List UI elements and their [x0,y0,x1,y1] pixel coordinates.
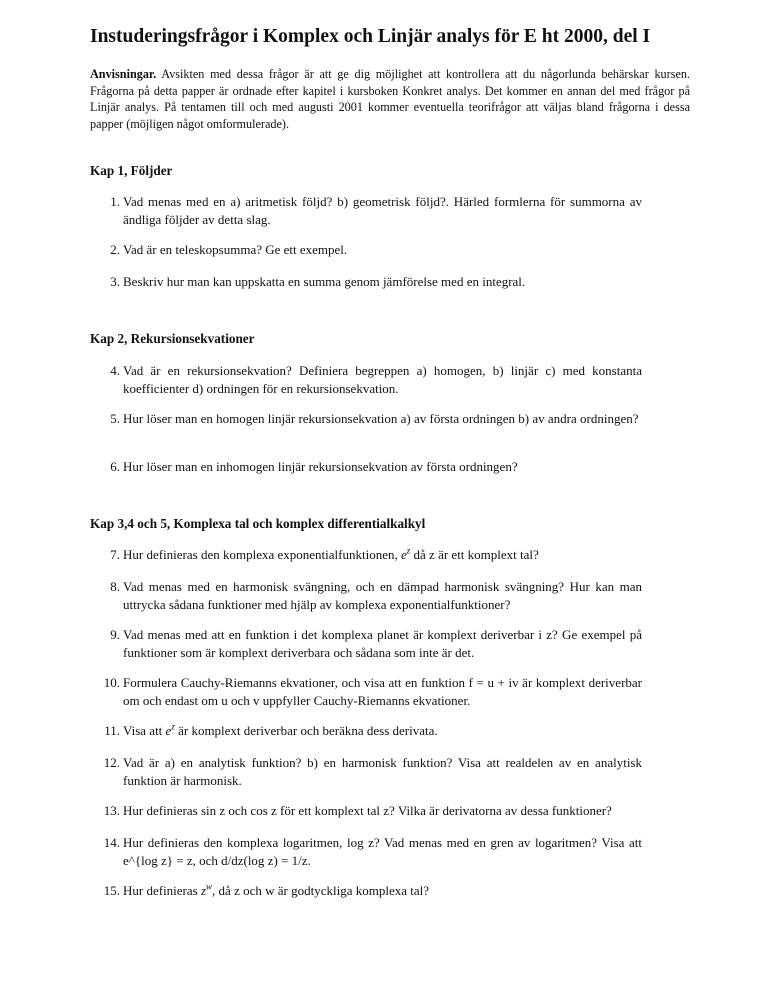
question-3 [90,273,642,291]
question-text: Vad menas med en harmonisk svängning, och en dämpad harmonisk svängning? Hur kan man uttrycka sådana funktioner med hjälp av komplexa exponentialfunktioner? [123,579,642,612]
question-number: 13. [103,803,120,818]
question-text: Vad menas med att en funktion i det komplexa planet är komplext deriverbar i z? Ge exempel på funktioner som är komplext deriverbara och sådana som inte är det. [123,627,642,660]
question-text: Vad är en teleskopsumma? Ge ett exempel. [123,242,348,257]
question-number: 8. [110,579,120,594]
question-text: Hur löser man en inhomogen linjär rekursionsekvation av första ordningen? [123,459,518,474]
document-title: Instuderingsfrågor i Komplex och Linjär analys för E ht 2000, del I [90,26,651,47]
question-text: Visa att $e^z$ är komplext deriverbar och beräkna dess derivata. [123,721,438,738]
question-number: 1. [110,194,120,209]
question-8 [90,578,642,613]
question-number: 7. [110,547,120,562]
question-number: 15. [103,883,120,898]
instructions-label: Anvisningar. [90,67,157,81]
question-number: 4. [110,363,120,378]
question-text: Hur definieras $z^w$, då z och w är godtyckliga komplexa tal? [123,881,429,898]
question-number: 5. [110,411,120,426]
question-text: Formulera Cauchy-Riemanns ekvationer, och visa att en funktion f = u + iv är komplext deriverbar om och endast om u och v uppfyller Cauchy-Riemanns ekvationer. [123,675,642,708]
question-text: Hur löser man en homogen linjär rekursionsekvation a) av första ordningen b) av andra ordningen? [123,411,639,426]
question-number: 12. [103,755,120,770]
question-text: Vad är a) en analytisk funktion? b) en harmonisk funktion? Visa att realdelen av en analytisk funktion är harmonisk. [123,755,642,788]
question-6 [90,458,642,476]
question-number: 10. [103,675,120,690]
section-title-kap-2: Kap 2, Rekursionsekvationer [90,331,255,346]
question-text: Hur definieras den komplexa logaritmen, log z? Vad menas med en gren av logaritmen? Visa att e^{log z} = z, och d/dz(log z) = 1/z. [123,835,642,868]
question-15 [90,882,642,900]
math-expression: $z^w$ [200,881,213,898]
question-text: Hur definieras sin z och cos z för ett komplext tal z? Vilka är derivatorna av dessa funktioner? [123,803,612,818]
instructions-text: Avsikten med dessa frågor är att ge dig möjlighet att kontrollera att du någorlunda behärskar kursen. Frågorna på detta papper är ordnade efter kapitel i kursboken Konkret analys. Det kommer en annan del med frågor på Linjär analys. På tentamen till och med augusti 2001 kommer eventuella teorifrågor att väljas bland frågorna i dessa papper (möjligen något omformulerade). [90,67,691,131]
question-text: Beskriv hur man kan uppskatta en summa genom jämförelse med en integral. [123,274,526,289]
question-number: 3. [110,274,120,289]
question-9 [90,626,642,661]
question-1 [90,193,642,228]
question-11 [90,722,642,740]
section-title-kap-1: Kap 1, Följder [90,163,173,178]
question-number: 11. [104,723,120,738]
question-13 [90,802,642,820]
question-number: 14. [103,835,120,850]
question-14 [90,834,642,869]
math-expression: $e^z$ [165,721,175,738]
question-7 [90,546,642,564]
question-4 [90,362,642,397]
question-text: Vad är en rekursionsekvation? Definiera begreppen a) homogen, b) linjär c) med konstanta koefficienter d) ordningen för en rekursionsekvation. [123,363,642,396]
question-10 [90,674,642,709]
instructions-paragraph [90,66,690,132]
question-text: Vad menas med en a) aritmetisk följd? b) geometrisk följd?. Härled formlerna för summorna av ändliga följder av detta slag. [123,194,642,227]
question-text: Hur definieras den komplexa exponentialfunktionen, $e^z$ då z är ett komplext tal? [123,545,539,562]
question-5 [90,410,642,428]
question-number: 9. [110,627,120,642]
question-2 [90,241,642,259]
question-number: 6. [110,459,120,474]
section-title-kap-3-4-5: Kap 3,4 och 5, Komplexa tal och komplex differentialkalkyl [90,516,426,531]
math-expression: $e^z$ [400,545,411,562]
question-12 [90,754,642,789]
question-number: 2. [110,242,120,257]
